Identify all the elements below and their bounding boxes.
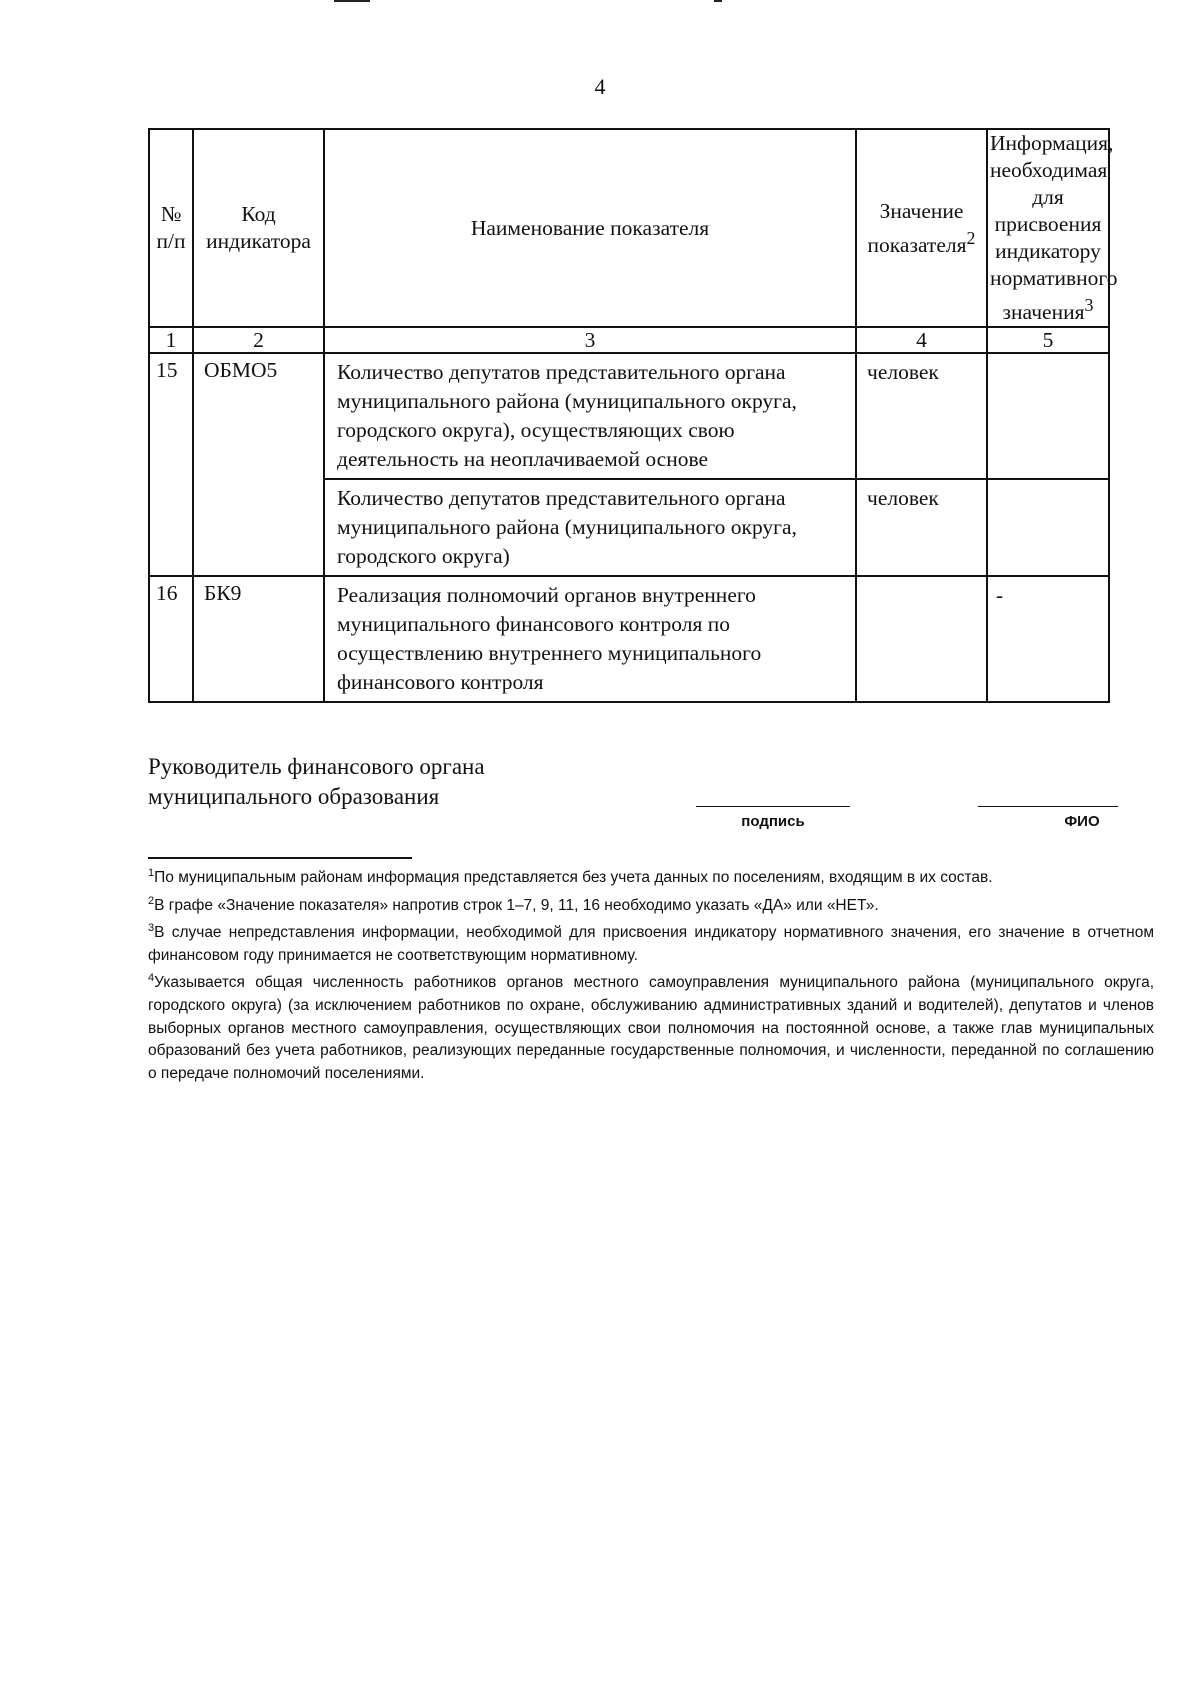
footnote-mark: 4	[148, 972, 155, 985]
header-info	[987, 129, 1118, 327]
footnotes	[148, 862, 1154, 1085]
header-value-text: Значение показателя	[867, 198, 967, 257]
table-row	[149, 353, 1109, 479]
footnote-text: В случае непредставления информации, необходимой для присвоения индикатору нормативного значения, его значение в отчетном финансовом году принимается не соответствующим нормативному.	[148, 924, 1154, 964]
header-value	[856, 129, 987, 327]
page-number: 4	[594, 74, 606, 99]
indicator-info	[987, 353, 1109, 479]
row-number: 16	[149, 576, 193, 702]
fio-caption: ФИО	[1064, 813, 1100, 830]
footnote	[148, 890, 1154, 918]
footnote-ref: 2	[966, 227, 976, 248]
table-row	[149, 576, 1109, 702]
table-header-row	[149, 129, 1109, 327]
indicator-info: -	[987, 576, 1109, 702]
footnote	[148, 917, 1154, 967]
indicator-code: ОБМО5	[193, 353, 324, 576]
indicator-name: Количество депутатов представительного органа муниципального района (муниципального округа, городского округа), осуществляющих свою деятельность на неоплачиваемой основе	[324, 353, 856, 479]
signature-title-line: Руководитель финансового органа	[148, 754, 485, 779]
footnote-text: По муниципальным районам информация представляется без учета данных по поселениям, входящим в их состав.	[154, 869, 993, 887]
footnote	[148, 967, 1154, 1085]
footnote-text: Указывается общая численность работников органов местного самоуправления муниципального района (муниципального округа, городского округа) (за исключением работников по охране, обслуживанию административных зданий и водителей), депутатов и членов выборных органов местного самоуправления, осуществляющих свои полномочия на постоянной основе, а также глав муниципальных образований без учета работников, реализующих переданные государственные полномочия, и численности, переданной по соглашению о передаче полномочий поселениями.	[148, 974, 1154, 1082]
footnote-mark: 1	[148, 867, 155, 879]
footnote	[148, 862, 1154, 890]
column-number: 5	[987, 327, 1109, 353]
header-no: № п/п	[149, 129, 193, 327]
scan-mark	[334, 0, 370, 2]
footnote-text: В графе «Значение показателя» напротив строк 1–7, 9, 11, 16 необходимо указать «ДА» или «НЕТ».	[154, 896, 879, 914]
footnote-mark: 3	[148, 922, 155, 935]
scan-mark	[714, 0, 722, 2]
signature-title	[148, 752, 485, 812]
footnote-ref: 3	[1084, 295, 1094, 315]
column-number: 1	[149, 327, 193, 353]
indicator-value: человек	[856, 353, 987, 479]
indicator-value	[856, 576, 987, 702]
signature-title-line: муниципального образования	[148, 784, 440, 809]
indicator-name: Реализация полномочий органов внутреннего муниципального финансового контроля по осуществлению внутреннего муниципального финансового контроля	[324, 576, 856, 702]
header-code: Код индикатора	[193, 129, 324, 327]
fio-line	[978, 806, 1118, 807]
column-number: 3	[324, 327, 856, 353]
indicator-info	[987, 479, 1109, 576]
indicator-value: человек	[856, 479, 987, 576]
footnote-mark: 2	[148, 894, 155, 907]
indicator-name: Количество депутатов представительного органа муниципального района (муниципального округа, городского округа)	[324, 479, 856, 576]
header-name: Наименование показателя	[324, 129, 856, 327]
signature-line	[696, 806, 850, 807]
row-number: 15	[149, 353, 193, 576]
indicator-code: БК9	[193, 576, 324, 702]
header-info-text: Информация, необходимая для присвоения индикатору нормативного значения	[990, 131, 1118, 325]
indicators-table	[148, 128, 1118, 703]
column-number-row	[149, 327, 1109, 353]
column-number: 2	[193, 327, 324, 353]
signature-caption: подпись	[741, 813, 805, 830]
footnote-divider	[148, 857, 412, 859]
column-number: 4	[856, 327, 987, 353]
